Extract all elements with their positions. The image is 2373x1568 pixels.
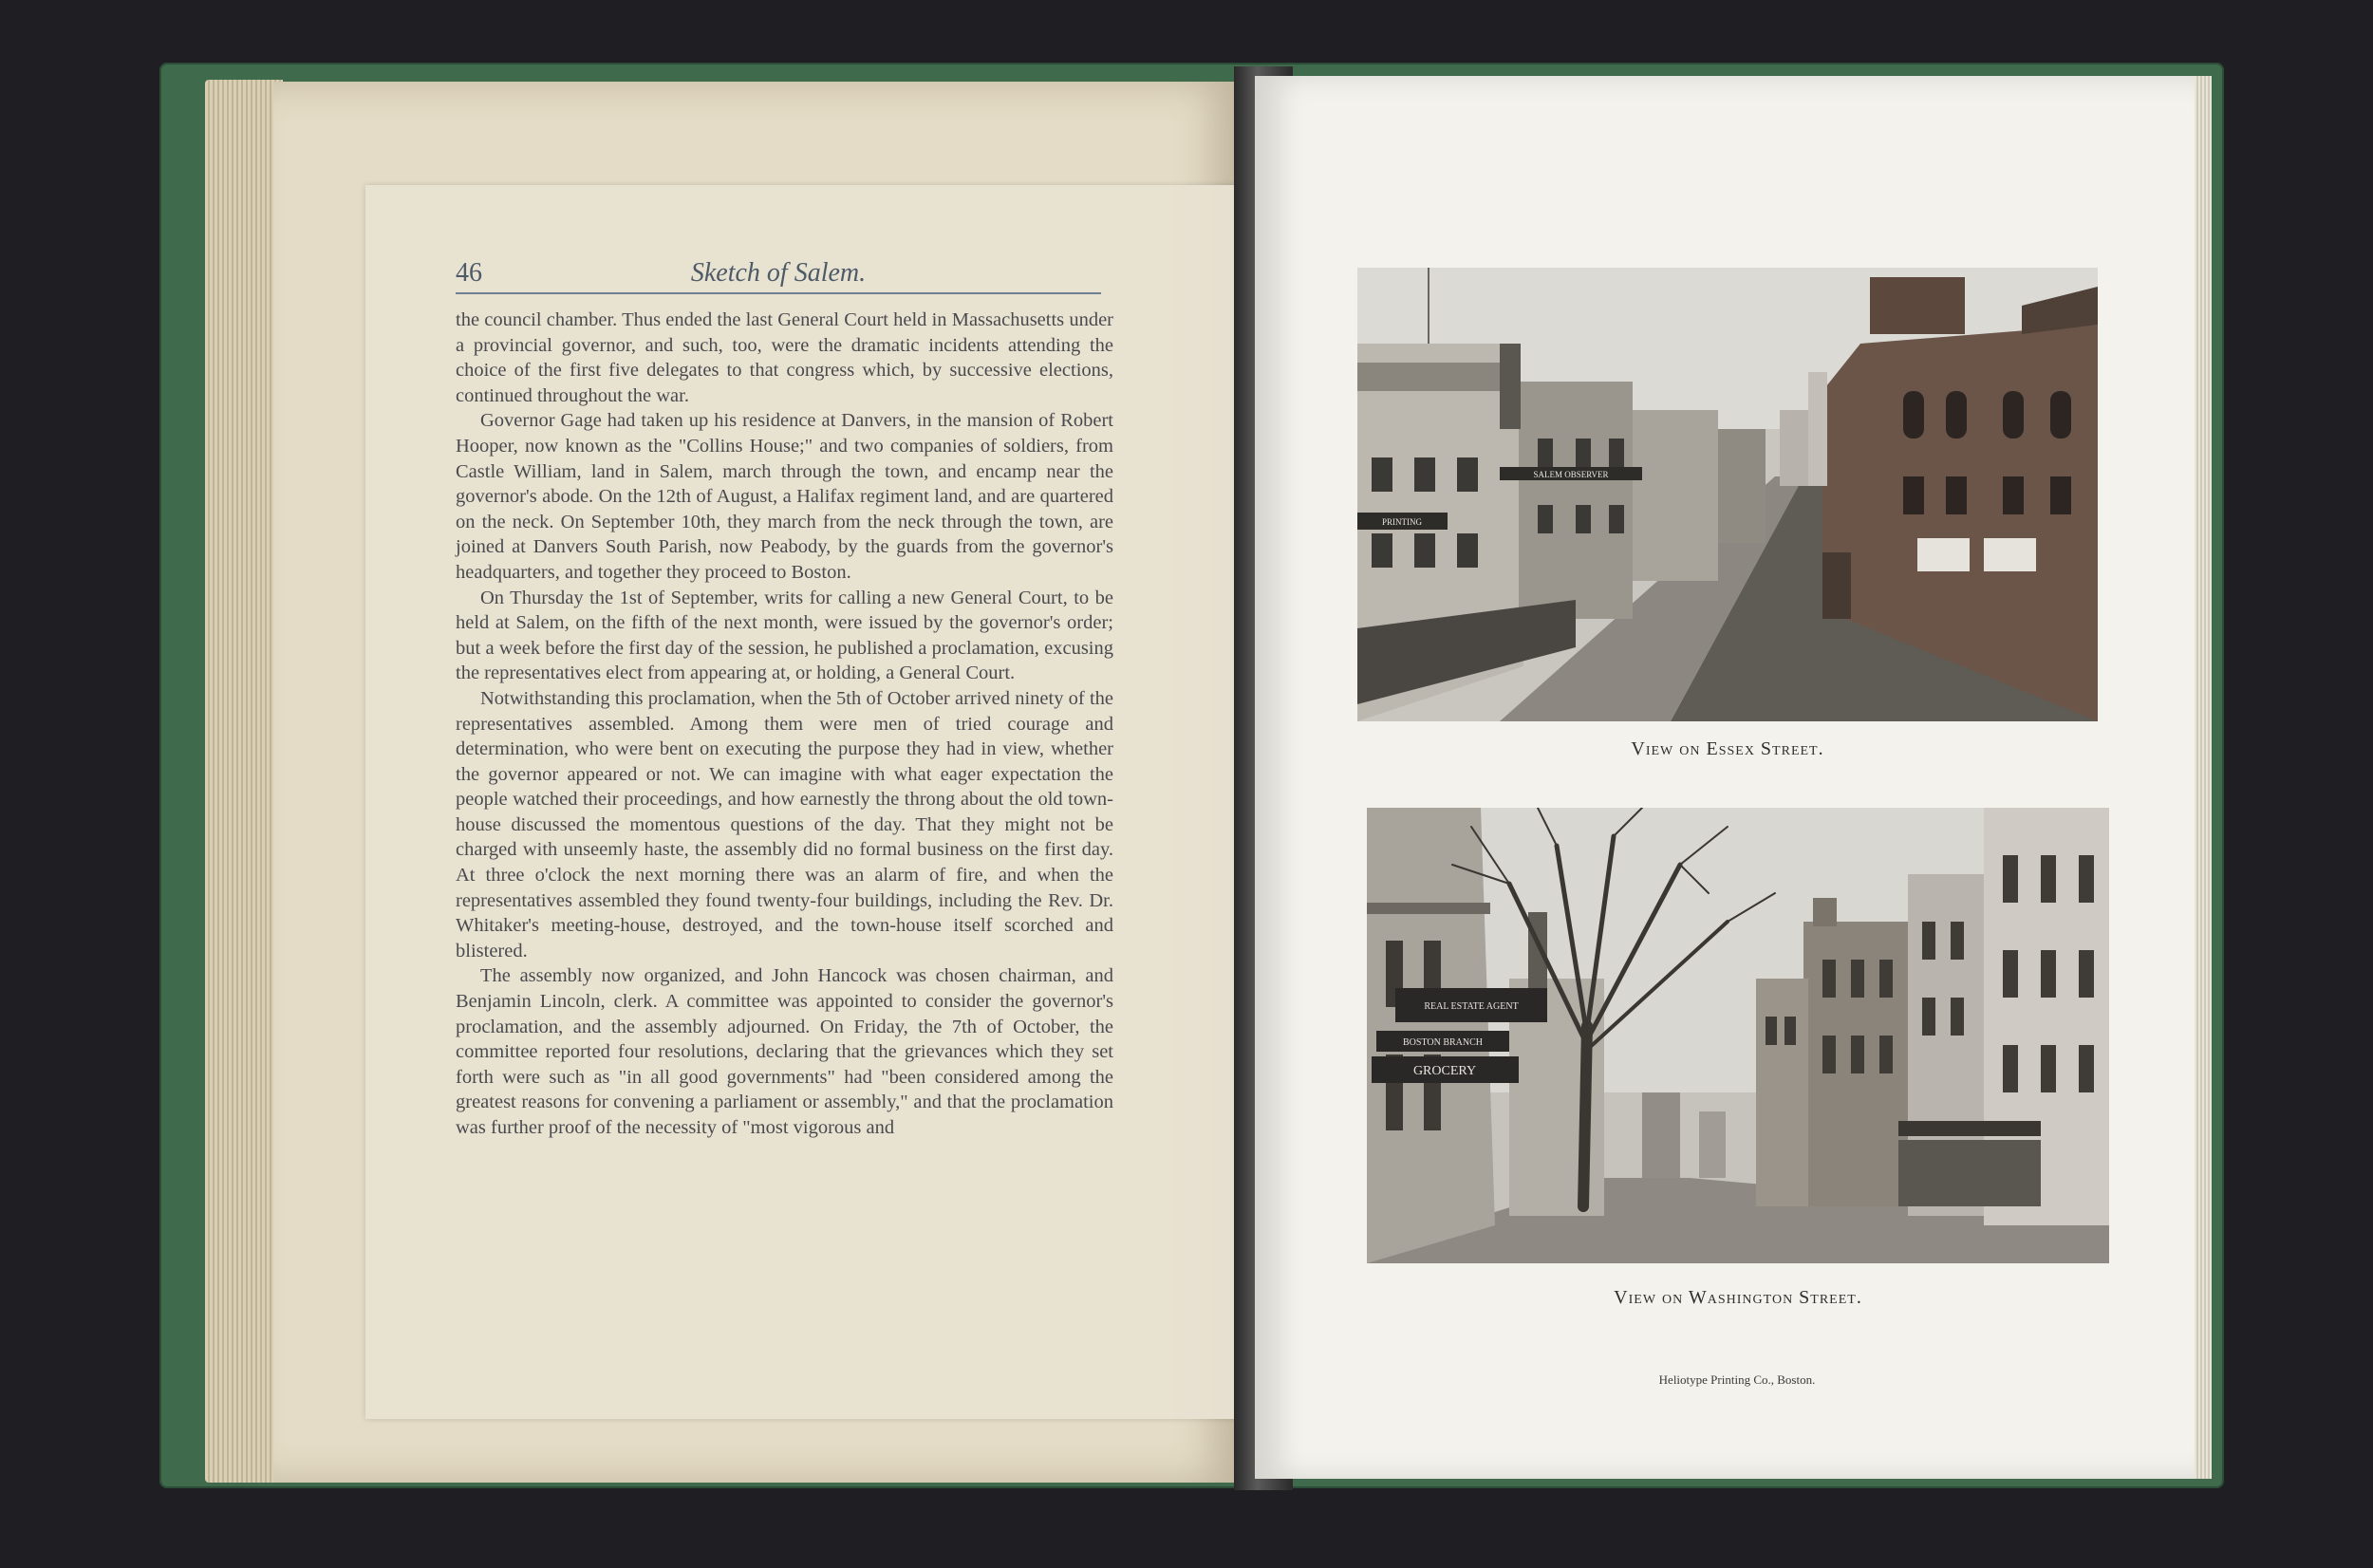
- paragraph: the council chamber. Thus ended the last General Court held in Massachusetts under a provincial governor, and such, too, were the dramatic incidents attending the choice of the first five delegates to that congress which, by successive elections, continued throughout the war.: [456, 309, 1113, 406]
- printer-credit: Heliotype Printing Co., Boston.: [1658, 1372, 1816, 1387]
- page-edges: [205, 80, 283, 1483]
- essex-street-photo: [1357, 268, 2098, 721]
- body-text: [456, 308, 1113, 1141]
- paragraph: Notwithstanding this proclamation, when the 5th of October arrived ninety of the representatives assembled. Among them were men of tried courage and determination, who were bent on executing the purpose they had in view, whether the governor appeared or not. We can imagine with what eager expectation the people watched their proceedings, and how earnestly the throng about the old town-house discussed the momentous questions of the day. That they might not be charged with unseemly haste, the assembly did no formal business on the first day. At three o'clock the next morning there was an alarm of fire, and when the representatives assembled they found twenty-four buildings, including the Rev. Dr. Whitaker's meeting-house, destroyed, and the town-house itself scorched and blistered.: [456, 687, 1113, 961]
- wash-sign-boston-branch: BOSTON BRANCH: [1403, 1037, 1483, 1048]
- essex-sign-printing: PRINTING: [1382, 517, 1422, 527]
- wash-sign-realestate: REAL ESTATE AGENT: [1424, 1001, 1519, 1012]
- washington-street-photo: [1367, 808, 2109, 1263]
- page-number: 46: [456, 258, 482, 288]
- wash-sign-grocery: GROCERY: [1412, 1064, 1477, 1078]
- paragraph: Governor Gage had taken up his residence at Danvers, in the mansion of Robert Hooper, now known as the "Collins House;" and two companies of soldiers, from Castle William, land in Salem, march through the town, and encamp near the governor's abode. On the 12th of August, a Halifax regiment land, and are quartered on the neck. On September 10th, they march from the neck through the town, are joined at Danvers South Parish, now Peabody, by the guards from the governor's headquarters, and together they proceed to Boston.: [456, 410, 1113, 583]
- paragraph: On Thursday the 1st of September, writs for calling a new General Court, to be held at Salem, on the fifth of the next month, were issued by the governor's order; but a week before the first day of the session, he published a proclamation, excusing the representatives elect from appearing at, or holding, a General Court.: [456, 587, 1113, 684]
- caption-essex-street: View on Essex Street.: [1631, 738, 1824, 759]
- paragraph: The assembly now organized, and John Hancock was chosen chairman, and Benjamin Lincoln, clerk. A committee was appointed to consider the governor's proclamation, and the assembly adjourned. On Friday, the 7th of October, the committee reported four resolutions, declaring that the grievances which they set forth were such as "in all good governments" had "been considered among the greatest reasons for convening a parliament or assembly," and that the proclamation was further proof of the necessity of "most vigorous and: [456, 965, 1113, 1138]
- right-page-edges: [2195, 76, 2212, 1479]
- caption-washington-street: View on Washington Street.: [1614, 1287, 1862, 1308]
- running-title: Sketch of Salem.: [690, 258, 867, 288]
- page-header: [456, 254, 1101, 294]
- essex-sign-observer: SALEM OBSERVER: [1533, 470, 1609, 479]
